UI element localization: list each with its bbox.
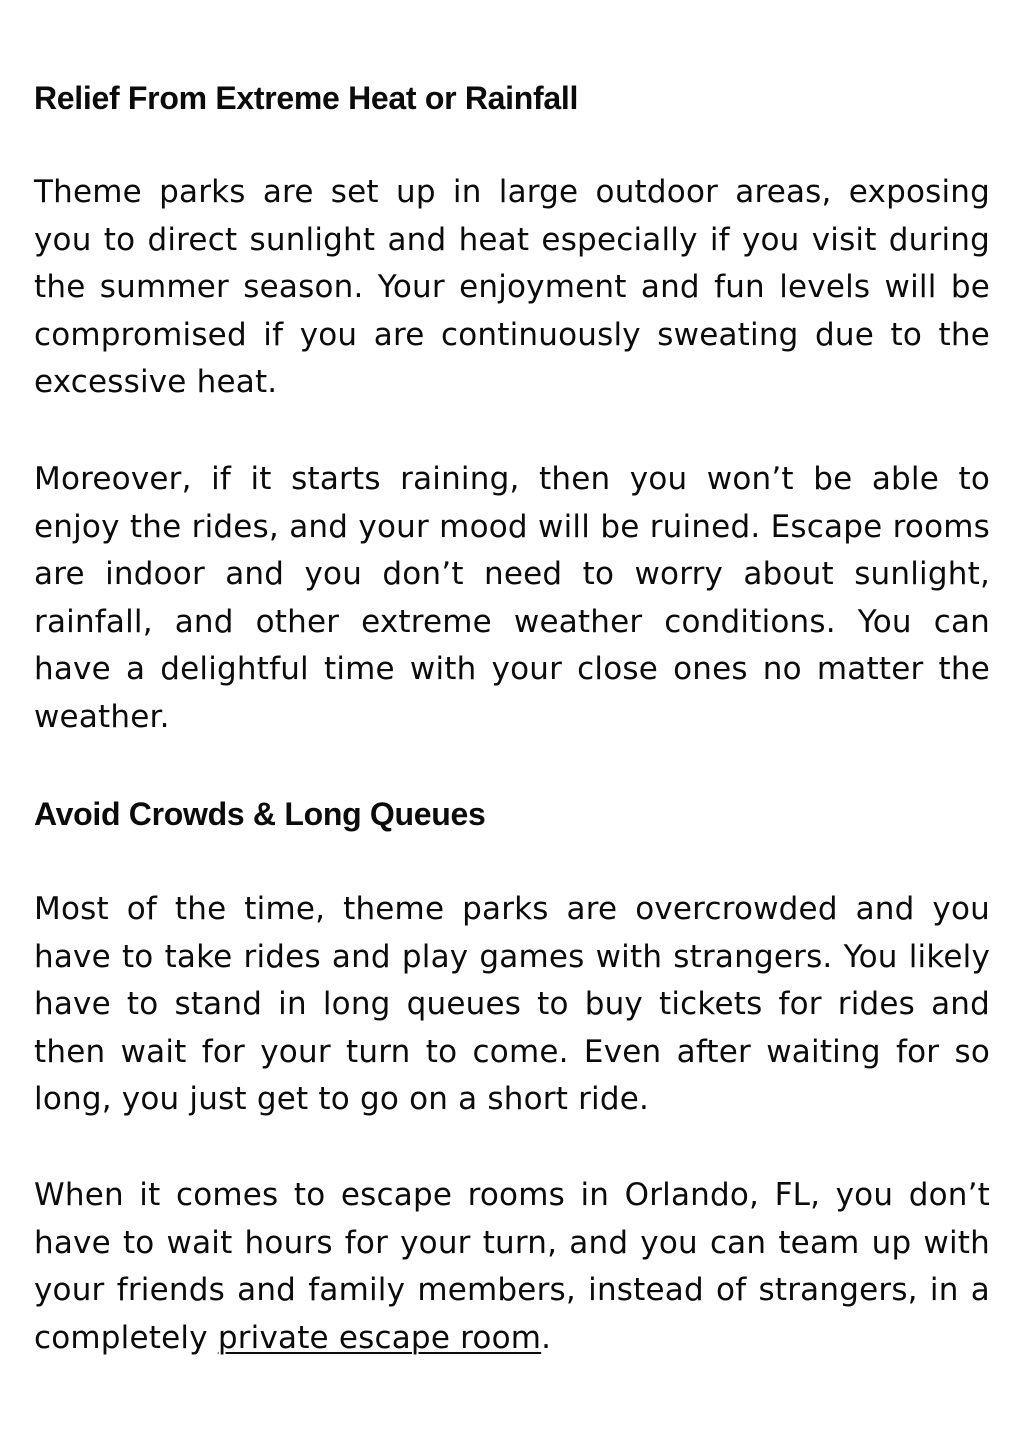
paragraph-orlando [34, 1172, 990, 1362]
paragraph-rain: Moreover, if it starts raining, then you won’t be able to enjoy the rides, and your mood will be ruined. Escape rooms are indoor and you don’t need to worry about sunlight, rainfall, and other extreme weather conditions. You can have a delightful time with your close ones no matter the weather. [34, 461, 990, 735]
paragraph-crowds: Most of the time, theme parks are overcrowded and you have to take rides and play games with strangers. You likely have to stand in long queues to buy tickets for rides and then wait for your turn to come. Even after waiting for so long, you just get to go on a short ride. [34, 891, 990, 1118]
section-heading-crowds: Avoid Crowds & Long Queues [34, 796, 486, 832]
section-heading-relief: Relief From Extreme Heat or Rainfall [34, 80, 579, 116]
paragraph-heat: Theme parks are set up in large outdoor areas, exposing you to direct sunlight and heat especially if you visit during the summer season. Your enjoyment and fun levels will be compromised if you are continuously sweating due to the excessive heat. [34, 174, 990, 401]
private-escape-room-link[interactable]: private escape room [217, 1319, 542, 1356]
paragraph-orlando-end: . [541, 1319, 552, 1356]
paragraph-orlando-text: When it comes to escape rooms in Orlando, FL, you don’t have to wait hours for your turn, and you can team up with your friends and family members, instead of strangers, in a completely [34, 1177, 990, 1356]
